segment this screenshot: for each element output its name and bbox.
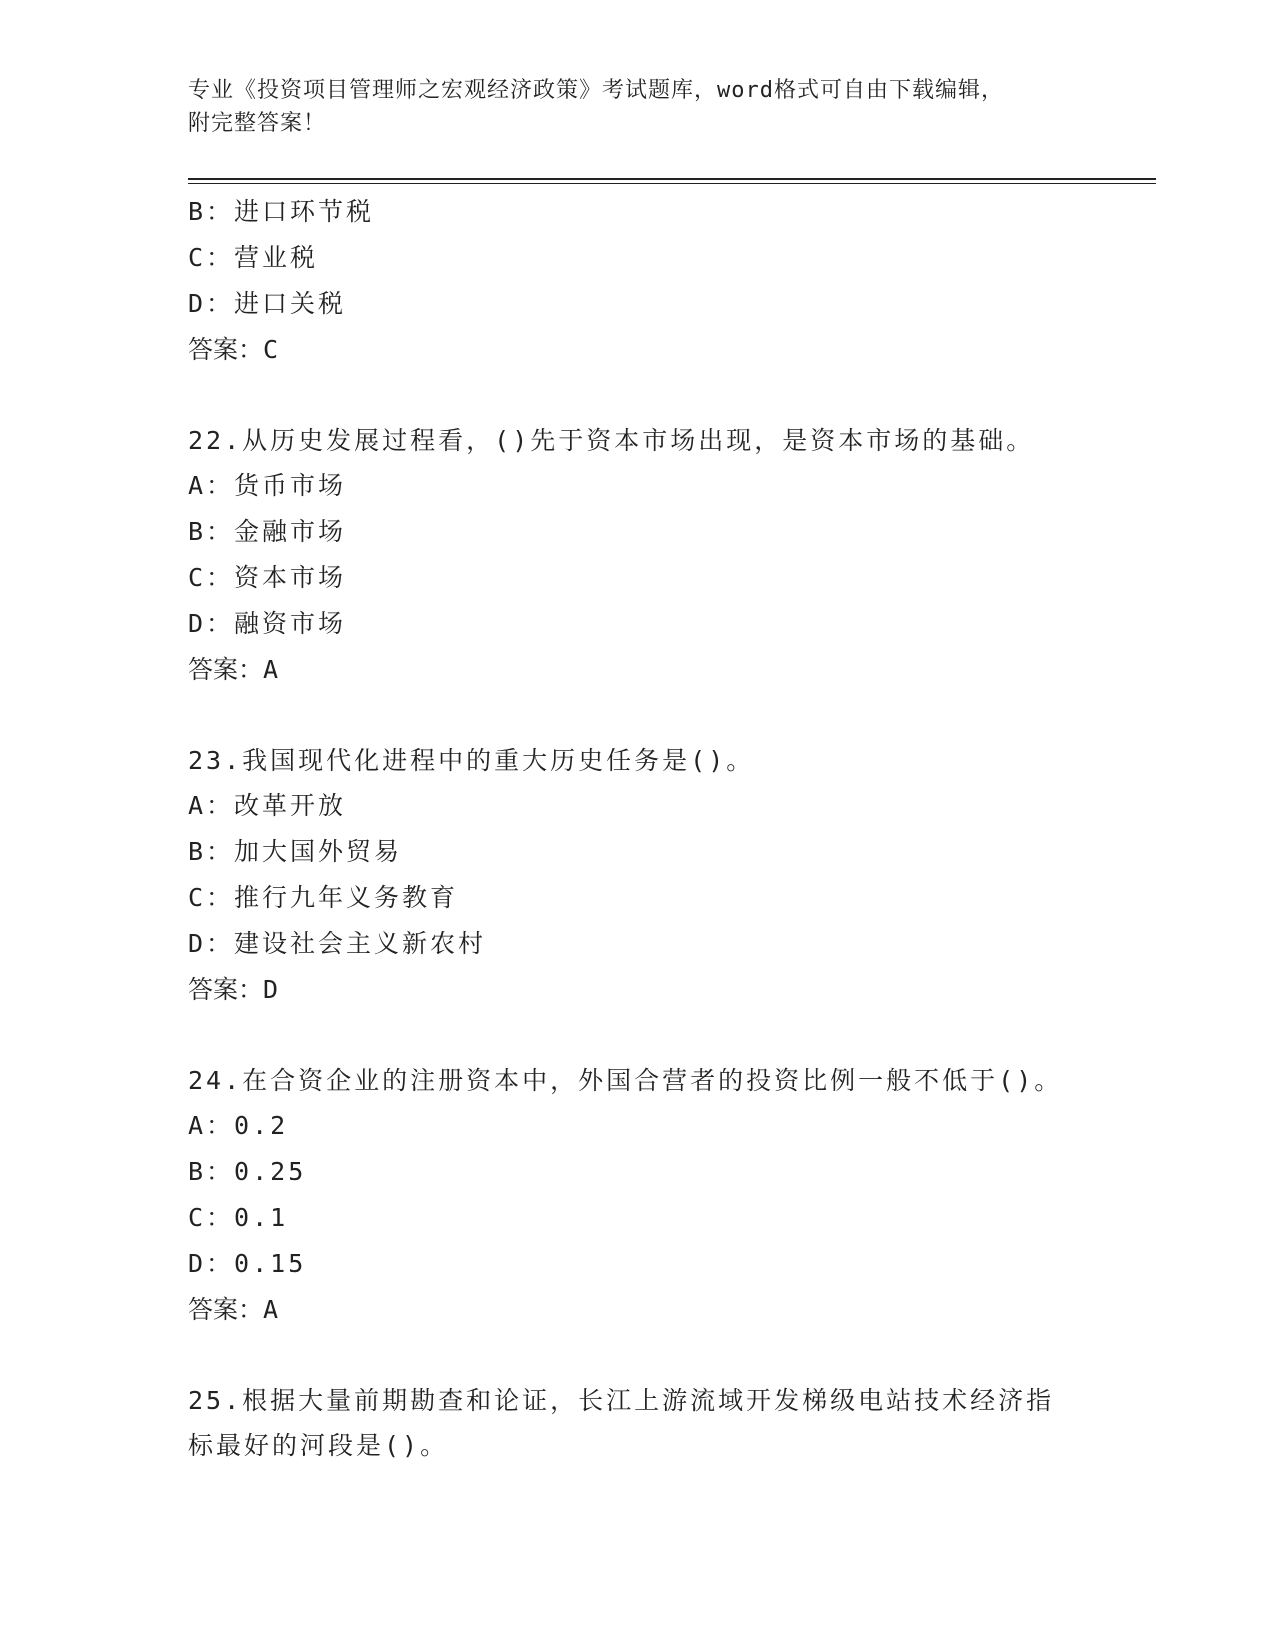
question-list bbox=[188, 189, 1088, 1468]
answer-value: D bbox=[263, 975, 282, 1004]
answer-label: 答案： bbox=[188, 335, 264, 364]
answer bbox=[188, 1287, 1088, 1333]
question-block-22 bbox=[188, 418, 1088, 693]
option-c: C：资本市场 bbox=[188, 563, 347, 592]
question-text-line-1: 25.根据大量前期勘查和论证，长江上游流域开发梯级电站技术经济指 bbox=[188, 1386, 1055, 1415]
question-text-line-2: 标最好的河段是()。 bbox=[188, 1431, 449, 1460]
option-d: D：建设社会主义新农村 bbox=[188, 929, 487, 958]
option-c: C：营业税 bbox=[188, 243, 319, 272]
option-a: A：货币市场 bbox=[188, 471, 347, 500]
answer bbox=[188, 647, 1088, 693]
option-a: A：改革开放 bbox=[188, 791, 347, 820]
option-a: A：0.2 bbox=[188, 1111, 289, 1140]
header-divider-thick bbox=[188, 178, 1156, 180]
question-block-23 bbox=[188, 738, 1088, 1013]
answer-value: A bbox=[263, 1295, 282, 1324]
question-block-25 bbox=[188, 1378, 1088, 1468]
spacer bbox=[188, 1013, 1088, 1058]
header-note-line-2: 附完整答案！ bbox=[188, 111, 327, 136]
header-note-line-1: 专业《投资项目管理师之宏观经济政策》考试题库，word格式可自由下载编辑， bbox=[188, 78, 1004, 103]
spacer bbox=[188, 373, 1088, 418]
option-c: C：0.1 bbox=[188, 1203, 289, 1232]
option-b: B：0.25 bbox=[188, 1157, 307, 1186]
question-block-21 bbox=[188, 189, 1088, 373]
header-divider-thin bbox=[188, 183, 1156, 184]
answer-label: 答案： bbox=[188, 655, 264, 684]
answer-value: A bbox=[263, 655, 282, 684]
question-block-24 bbox=[188, 1058, 1088, 1333]
option-b: B：进口环节税 bbox=[188, 197, 375, 226]
option-b: B：加大国外贸易 bbox=[188, 837, 403, 866]
option-d: D：0.15 bbox=[188, 1249, 307, 1278]
question-text: 22.从历史发展过程看，()先于资本市场出现，是资本市场的基础。 bbox=[188, 426, 1035, 455]
answer-label: 答案： bbox=[188, 975, 264, 1004]
answer-label: 答案： bbox=[188, 1295, 264, 1324]
answer bbox=[188, 327, 1088, 373]
option-d: D：进口关税 bbox=[188, 289, 347, 318]
question-text: 24.在合资企业的注册资本中，外国合营者的投资比例一般不低于()。 bbox=[188, 1066, 1063, 1095]
header-note bbox=[188, 74, 1088, 140]
answer-value: C bbox=[263, 335, 282, 364]
option-c: C：推行九年义务教育 bbox=[188, 883, 459, 912]
question-text: 23.我国现代化进程中的重大历史任务是()。 bbox=[188, 746, 755, 775]
spacer bbox=[188, 1333, 1088, 1378]
option-b: B：金融市场 bbox=[188, 517, 347, 546]
spacer bbox=[188, 693, 1088, 738]
option-d: D：融资市场 bbox=[188, 609, 347, 638]
answer bbox=[188, 967, 1088, 1013]
